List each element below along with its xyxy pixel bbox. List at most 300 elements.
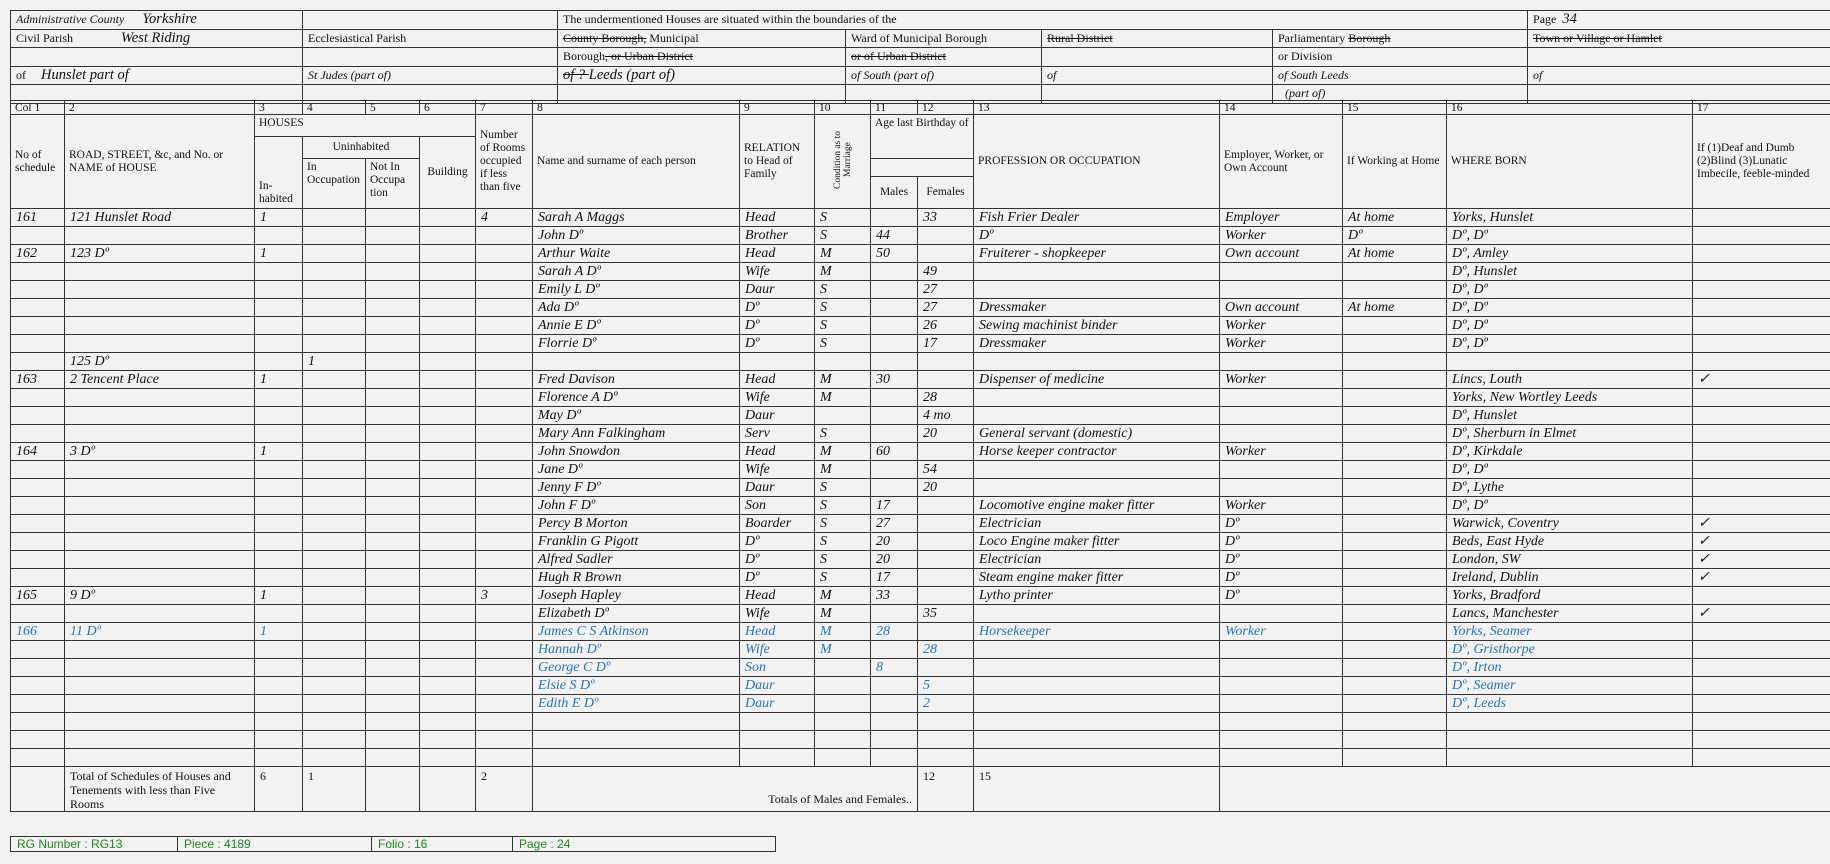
cell-inhabited	[255, 389, 303, 407]
cell-age-male	[871, 605, 918, 623]
cell-age-male	[871, 461, 918, 479]
cell-rooms	[476, 335, 533, 353]
cell-occupation	[974, 695, 1220, 713]
header-schedule: No of schedule	[11, 115, 65, 209]
cell-rooms	[476, 731, 533, 749]
cell-building	[420, 641, 476, 659]
totals-females: 15	[974, 767, 1220, 812]
cell-inhabited	[255, 641, 303, 659]
cell-inhabited	[255, 713, 303, 731]
cell-condition: S	[815, 515, 871, 533]
cell-relation: Head	[740, 209, 815, 227]
table-row	[11, 749, 1830, 767]
borough-of-value: Leeds (part of)	[588, 66, 675, 83]
cell-inhabited: 1	[255, 245, 303, 263]
cell-building	[420, 425, 476, 443]
cell-occupation: Steam engine maker fitter	[974, 569, 1220, 587]
cell-condition: M	[815, 623, 871, 641]
cell-occupation	[974, 659, 1220, 677]
cell-infirmity	[1693, 623, 1830, 641]
cell-employer	[1220, 641, 1343, 659]
cell-condition: S	[815, 317, 871, 335]
cell-road	[65, 659, 255, 677]
cell-schedule	[11, 479, 65, 497]
table-row	[11, 695, 1830, 713]
cell-occupation: Dressmaker	[974, 335, 1220, 353]
cell-condition: S	[815, 227, 871, 245]
cell-age-female	[918, 731, 974, 749]
cell-schedule	[11, 425, 65, 443]
table-row	[11, 731, 1830, 749]
cell-name: Hugh R Brown	[533, 569, 740, 587]
cell-occupation	[974, 677, 1220, 695]
cell-where-born: Dº, Dº	[1447, 227, 1693, 245]
cell-in-occupation	[303, 479, 366, 497]
cell-schedule	[11, 317, 65, 335]
cell-schedule	[11, 569, 65, 587]
cell-not-in-occupation	[366, 245, 420, 263]
cell-where-born: Dº, Gristhorpe	[1447, 641, 1693, 659]
cell-working-home	[1343, 677, 1447, 695]
cell-infirmity	[1693, 227, 1830, 245]
cell-condition	[815, 677, 871, 695]
parl-of-value: of South Leeds	[1273, 66, 1528, 85]
cell-employer: Dº	[1220, 551, 1343, 569]
table-row	[11, 677, 1830, 695]
cell-working-home	[1343, 425, 1447, 443]
cell-occupation: General servant (domestic)	[974, 425, 1220, 443]
totals-inhabited: 6	[255, 767, 303, 812]
cell-road: 2 Tencent Place	[65, 371, 255, 389]
cell-where-born: Lancs, Manchester	[1447, 605, 1693, 623]
town-village-cell	[1528, 29, 1830, 48]
cell-occupation: Fruiterer - shopkeeper	[974, 245, 1220, 263]
parl-borough-cell	[1273, 29, 1528, 48]
cell-relation: Daur	[740, 677, 815, 695]
table-row	[11, 713, 1830, 731]
cell-inhabited	[255, 569, 303, 587]
cell-relation: Dº	[740, 569, 815, 587]
cell-employer: Worker	[1220, 335, 1343, 353]
cell-name	[533, 713, 740, 731]
cell-age-female: 17	[918, 335, 974, 353]
cell-inhabited: 1	[255, 587, 303, 605]
cell-working-home	[1343, 515, 1447, 533]
cell-in-occupation	[303, 389, 366, 407]
cell-building	[420, 299, 476, 317]
civil-parish-label: Civil Parish	[16, 30, 74, 45]
town-village-struck: Town or Village or Hamlet	[1533, 30, 1662, 45]
table-row	[11, 371, 1830, 389]
cell-working-home	[1343, 569, 1447, 587]
cell-where-born: Yorks, Bradford	[1447, 587, 1693, 605]
cell-not-in-occupation	[366, 731, 420, 749]
cell-schedule	[11, 299, 65, 317]
cell-working-home	[1343, 407, 1447, 425]
cell-inhabited: 1	[255, 371, 303, 389]
cell-age-male	[871, 299, 918, 317]
cell-infirmity: ✓	[1693, 533, 1830, 551]
column-number: 8	[533, 101, 740, 115]
cell-occupation: Dressmaker	[974, 299, 1220, 317]
cell-relation: Wife	[740, 389, 815, 407]
cell-in-occupation	[303, 551, 366, 569]
cell-schedule: 163	[11, 371, 65, 389]
cell-rooms	[476, 299, 533, 317]
cell-building	[420, 497, 476, 515]
cell-infirmity	[1693, 713, 1830, 731]
cell-condition	[815, 731, 871, 749]
cell-name: Emily L Dº	[533, 281, 740, 299]
cell-schedule: 166	[11, 623, 65, 641]
cell-infirmity: ✓	[1693, 515, 1830, 533]
cell-age-male: 17	[871, 569, 918, 587]
table-row	[11, 659, 1830, 677]
cell-schedule	[11, 281, 65, 299]
cell-rooms	[476, 425, 533, 443]
cell-name: Jane Dº	[533, 461, 740, 479]
header-uninhabited: Uninhabited	[303, 137, 420, 159]
cell-working-home	[1343, 317, 1447, 335]
cell-building	[420, 515, 476, 533]
cell-inhabited	[255, 731, 303, 749]
cell-relation: Daur	[740, 407, 815, 425]
cell-condition: M	[815, 443, 871, 461]
cell-infirmity	[1693, 245, 1830, 263]
cell-infirmity	[1693, 317, 1830, 335]
header-condition	[815, 115, 871, 209]
totals-blank	[11, 767, 65, 812]
totals-males-females-label: Totals of Males and Females..	[533, 767, 918, 812]
cell-age-male	[871, 407, 918, 425]
cell-building	[420, 353, 476, 371]
reference-footer	[10, 836, 776, 852]
cell-age-male: 20	[871, 551, 918, 569]
cell-in-occupation	[303, 587, 366, 605]
census-header-table	[10, 10, 1830, 104]
cell-rooms	[476, 749, 533, 767]
cell-inhabited	[255, 353, 303, 371]
cell-infirmity	[1693, 443, 1830, 461]
cell-age-male: 60	[871, 443, 918, 461]
cell-schedule	[11, 749, 65, 767]
cell-occupation: Lytho printer	[974, 587, 1220, 605]
cell-infirmity	[1693, 641, 1830, 659]
cell-in-occupation	[303, 605, 366, 623]
cell-infirmity	[1693, 281, 1830, 299]
civil-parish-of-value: Hunslet part of	[41, 66, 129, 83]
cell-road	[65, 335, 255, 353]
cell-working-home	[1343, 641, 1447, 659]
column-number: 16	[1447, 101, 1693, 115]
cell-rooms	[476, 713, 533, 731]
cell-in-occupation	[303, 425, 366, 443]
cell-employer	[1220, 407, 1343, 425]
cell-name: Jenny F Dº	[533, 479, 740, 497]
cell-not-in-occupation	[366, 677, 420, 695]
cell-infirmity: ✓	[1693, 569, 1830, 587]
cell-relation	[740, 731, 815, 749]
cell-building	[420, 317, 476, 335]
cell-in-occupation	[303, 515, 366, 533]
cell-employer: Worker	[1220, 443, 1343, 461]
cell-relation: Head	[740, 245, 815, 263]
table-row	[11, 227, 1830, 245]
cell-building	[420, 533, 476, 551]
cell-age-male: 17	[871, 497, 918, 515]
cell-age-female: 20	[918, 479, 974, 497]
column-number: 7	[476, 101, 533, 115]
cell-name: Franklin G Pigott	[533, 533, 740, 551]
cell-working-home	[1343, 497, 1447, 515]
page-label: Page	[1533, 12, 1557, 27]
column-number: 17	[1693, 101, 1830, 115]
cell-condition: M	[815, 371, 871, 389]
cell-age-male	[871, 353, 918, 371]
cell-age-female	[918, 551, 974, 569]
cell-not-in-occupation	[366, 317, 420, 335]
cell-schedule: 161	[11, 209, 65, 227]
table-row	[11, 623, 1830, 641]
cell-relation: Dº	[740, 551, 815, 569]
cell-name: John Snowdon	[533, 443, 740, 461]
cell-age-female: 28	[918, 389, 974, 407]
cell-where-born: Ireland, Dublin	[1447, 569, 1693, 587]
cell-occupation	[974, 713, 1220, 731]
cell-building	[420, 605, 476, 623]
cell-age-male	[871, 317, 918, 335]
cell-occupation	[974, 749, 1220, 767]
cell-rooms	[476, 479, 533, 497]
cell-in-occupation	[303, 569, 366, 587]
cell-rooms	[476, 371, 533, 389]
cell-working-home	[1343, 749, 1447, 767]
cell-in-occupation	[303, 533, 366, 551]
table-row	[11, 281, 1830, 299]
column-number-row	[11, 101, 1830, 115]
header-born: WHERE BORN	[1447, 115, 1693, 209]
cell-infirmity	[1693, 677, 1830, 695]
cell-building	[420, 551, 476, 569]
cell-rooms	[476, 281, 533, 299]
cell-employer: Dº	[1220, 533, 1343, 551]
cell-building	[420, 713, 476, 731]
header-road: ROAD, STREET, &c, and No. or NAME of HOUSE	[65, 115, 255, 209]
cell-condition: M	[815, 461, 871, 479]
cell-employer	[1220, 479, 1343, 497]
cell-age-female	[918, 749, 974, 767]
cell-where-born: Dº, Dº	[1447, 317, 1693, 335]
header-occupation: PROFESSION OR OCCUPATION	[974, 115, 1220, 209]
cell-age-female	[918, 587, 974, 605]
header-houses: HOUSES	[255, 115, 476, 137]
table-row	[11, 497, 1830, 515]
cell-age-male	[871, 695, 918, 713]
header-females: Females	[918, 177, 974, 209]
cell-not-in-occupation	[366, 407, 420, 425]
cell-relation: Daur	[740, 695, 815, 713]
cell-rooms	[476, 641, 533, 659]
cell-condition	[815, 713, 871, 731]
header-age: Age last Birthday of	[871, 115, 974, 159]
cell-name: Fred Davison	[533, 371, 740, 389]
cell-building	[420, 731, 476, 749]
or-urban-district-cell	[846, 48, 1042, 67]
cell-working-home	[1343, 623, 1447, 641]
cell-working-home	[1343, 695, 1447, 713]
cell-relation: Dº	[740, 533, 815, 551]
cell-road	[65, 641, 255, 659]
cell-occupation: Dispenser of medicine	[974, 371, 1220, 389]
cell-relation: Wife	[740, 605, 815, 623]
table-row	[11, 263, 1830, 281]
cell-age-female: 20	[918, 425, 974, 443]
table-row	[11, 425, 1830, 443]
cell-inhabited	[255, 659, 303, 677]
cell-rooms	[476, 515, 533, 533]
admin-county-cell	[11, 11, 303, 30]
cell-building	[420, 263, 476, 281]
column-number: 14	[1220, 101, 1343, 115]
cell-where-born: Yorks, Hunslet	[1447, 209, 1693, 227]
cell-occupation: Loco Engine maker fitter	[974, 533, 1220, 551]
cell-name: Ada Dº	[533, 299, 740, 317]
cell-inhabited	[255, 407, 303, 425]
cell-road	[65, 605, 255, 623]
cell-not-in-occupation	[366, 371, 420, 389]
cell-road	[65, 569, 255, 587]
cell-occupation: Fish Frier Dealer	[974, 209, 1220, 227]
cell-where-born	[1447, 731, 1693, 749]
cell-road	[65, 695, 255, 713]
cell-working-home: At home	[1343, 245, 1447, 263]
of-label: of	[16, 67, 26, 82]
cell-in-occupation	[303, 749, 366, 767]
cell-inhabited	[255, 479, 303, 497]
cell-not-in-occupation	[366, 623, 420, 641]
cell-where-born: Yorks, Seamer	[1447, 623, 1693, 641]
cell-building	[420, 281, 476, 299]
cell-age-male: 20	[871, 533, 918, 551]
table-row	[11, 209, 1830, 227]
cell-occupation	[974, 605, 1220, 623]
cell-relation: Dº	[740, 335, 815, 353]
cell-employer	[1220, 425, 1343, 443]
cell-condition: S	[815, 551, 871, 569]
cell-employer	[1220, 749, 1343, 767]
cell-road	[65, 281, 255, 299]
cell-rooms	[476, 227, 533, 245]
cell-schedule	[11, 677, 65, 695]
cell-employer: Dº	[1220, 569, 1343, 587]
cell-working-home	[1343, 353, 1447, 371]
cell-in-occupation	[303, 695, 366, 713]
cell-inhabited	[255, 299, 303, 317]
cell-schedule	[11, 407, 65, 425]
cell-infirmity	[1693, 407, 1830, 425]
cell-schedule	[11, 605, 65, 623]
table-row	[11, 299, 1830, 317]
cell-road	[65, 317, 255, 335]
cell-name: George C Dº	[533, 659, 740, 677]
rural-of-value: of	[1042, 66, 1273, 85]
cell-infirmity	[1693, 209, 1830, 227]
cell-in-occupation	[303, 209, 366, 227]
totals-in-occupation: 1	[303, 767, 366, 812]
cell-building	[420, 407, 476, 425]
cell-employer: Worker	[1220, 497, 1343, 515]
cell-in-occupation	[303, 371, 366, 389]
cell-condition	[815, 695, 871, 713]
cell-employer: Worker	[1220, 371, 1343, 389]
cell-infirmity	[1693, 479, 1830, 497]
cell-building	[420, 659, 476, 677]
cell-relation: Head	[740, 371, 815, 389]
cell-inhabited: 1	[255, 623, 303, 641]
cell-in-occupation	[303, 263, 366, 281]
cell-road	[65, 515, 255, 533]
cell-condition: M	[815, 389, 871, 407]
totals-blank	[1220, 767, 1830, 812]
header-in-occupation: In Occupation	[303, 159, 366, 209]
cell-name: Joseph Hapley	[533, 587, 740, 605]
cell-occupation	[974, 407, 1220, 425]
cell-road: 121 Hunslet Road	[65, 209, 255, 227]
table-row	[11, 389, 1830, 407]
cell-employer: Worker	[1220, 317, 1343, 335]
cell-where-born: Yorks, New Wortley Leeds	[1447, 389, 1693, 407]
page-number: Page : 24	[513, 837, 776, 852]
cell-age-female	[918, 659, 974, 677]
cell-not-in-occupation	[366, 389, 420, 407]
cell-age-male: 33	[871, 587, 918, 605]
cell-where-born: Dº, Amley	[1447, 245, 1693, 263]
cell-age-female: 27	[918, 299, 974, 317]
cell-occupation	[974, 389, 1220, 407]
cell-where-born: Dº, Dº	[1447, 299, 1693, 317]
cell-condition: M	[815, 641, 871, 659]
borough-cell	[558, 48, 846, 67]
cell-age-male: 44	[871, 227, 918, 245]
cell-working-home	[1343, 479, 1447, 497]
column-number: 11	[871, 101, 918, 115]
cell-inhabited	[255, 515, 303, 533]
cell-condition: M	[815, 587, 871, 605]
cell-age-female	[918, 443, 974, 461]
cell-where-born: Dº, Lythe	[1447, 479, 1693, 497]
cell-name: Annie E Dº	[533, 317, 740, 335]
cell-in-occupation: 1	[303, 353, 366, 371]
cell-not-in-occupation	[366, 533, 420, 551]
cell-infirmity	[1693, 749, 1830, 767]
cell-schedule	[11, 515, 65, 533]
header-inhabited: In-habited	[255, 137, 303, 209]
admin-county-label: Administrative County	[16, 12, 125, 27]
cell-where-born	[1447, 353, 1693, 371]
borough-label: Borough	[563, 49, 605, 64]
cell-not-in-occupation	[366, 551, 420, 569]
header-working-home: If Working at Home	[1343, 115, 1447, 209]
cell-rooms	[476, 605, 533, 623]
cell-age-male: 27	[871, 515, 918, 533]
cell-infirmity	[1693, 353, 1830, 371]
cell-road: 11 Dº	[65, 623, 255, 641]
cell-name: Florence A Dº	[533, 389, 740, 407]
totals-males: 12	[918, 767, 974, 812]
header-relation: RELATION to Head of Family	[740, 115, 815, 209]
cell-building	[420, 209, 476, 227]
cell-working-home: At home	[1343, 209, 1447, 227]
